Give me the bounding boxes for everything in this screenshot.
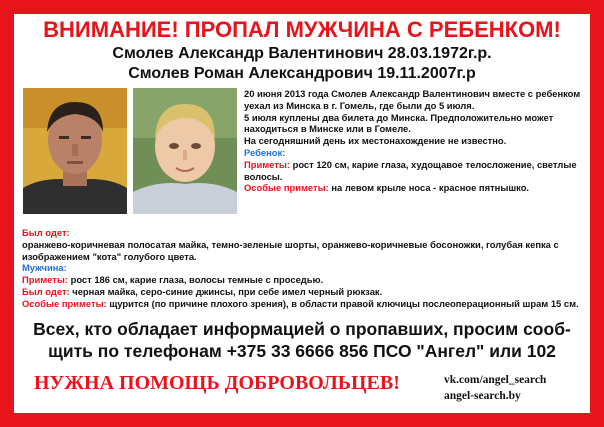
child-photo bbox=[133, 88, 237, 214]
man-signs-text: рост 186 см, карие глаза, волосы темные с проседью. bbox=[67, 274, 324, 286]
child-special-signs bbox=[244, 182, 586, 194]
appeal-line: Всех, кто обладает информацией о пропавших, просим сооб- bbox=[33, 319, 571, 339]
child-special-text: на левом крыле носа - красное пятнышко. bbox=[328, 182, 530, 194]
poster-title: ВНИМАНИЕ! ПРОПАЛ МУЖЧИНА С РЕБЕНКОМ! bbox=[43, 17, 561, 42]
appeal-text bbox=[14, 318, 590, 362]
man-clothes-label: Был одет: bbox=[22, 285, 70, 297]
man-special-label: Особые приметы: bbox=[22, 297, 107, 309]
child-clothes-label: Был одет: bbox=[22, 227, 70, 238]
child-name: Смолев Роман Александрович 19.11.2007г.р bbox=[128, 65, 476, 82]
story-paragraph: 20 июня 2013 года Смолев Александр Валентинович вместе с ребенком уехал из Минска в г. Гомель, где были до 5 июля. bbox=[244, 88, 581, 111]
man-signs-label: Приметы: bbox=[22, 274, 68, 286]
child-signs-text: рост 120 см, карие глаза, худощавое телосложение, светлые волосы. bbox=[244, 158, 577, 182]
story-paragraph: На сегодняшний день их местонахождение не известно. bbox=[244, 135, 507, 147]
man-header: Мужчина: bbox=[22, 262, 67, 274]
child-signs bbox=[244, 159, 586, 183]
description-block bbox=[22, 227, 584, 310]
child-header: Ребенок: bbox=[244, 146, 286, 158]
man-clothes-text: черная майка, серо-синие джинсы, при себе имел черный рюкзак. bbox=[69, 285, 383, 297]
child-special-label: Особые приметы: bbox=[244, 182, 329, 194]
appeal-line: щить по телефонам +375 33 6666 856 ПСО "Ангел" или 102 bbox=[48, 341, 556, 361]
vk-link[interactable]: vk.com/angel_search bbox=[444, 374, 547, 386]
story-text bbox=[244, 88, 586, 194]
man-special-text: щурится (по причине плохого зрения), в области правой ключицы послеоперационный шрам 15 см. bbox=[106, 297, 579, 309]
story-paragraph: 5 июля куплены два билета до Минска. Предположительно может находиться в Минске или в Гомеле. bbox=[244, 111, 554, 135]
man-signs bbox=[22, 274, 584, 286]
man-clothes bbox=[22, 286, 584, 298]
man-name: Смолев Александр Валентинович 28.03.1972г.р. bbox=[112, 45, 492, 62]
volunteers-needed-heading: НУЖНА ПОМОЩЬ ДОБРОВОЛЬЦЕВ! bbox=[34, 372, 400, 394]
poster-panel bbox=[14, 14, 590, 413]
contact-links bbox=[444, 372, 546, 404]
child-signs-label: Приметы: bbox=[244, 158, 290, 170]
child-clothes bbox=[22, 227, 584, 262]
man-photo bbox=[23, 88, 127, 214]
man-special-signs bbox=[22, 298, 584, 310]
site-link[interactable]: angel-search.by bbox=[444, 390, 521, 402]
child-clothes-text: оранжево-коричневая полосатая майка, темно-зеленые шорты, оранжево-коричневые босоножки, голубая кепка с изображением "кота" голубого цвета. bbox=[22, 238, 559, 262]
